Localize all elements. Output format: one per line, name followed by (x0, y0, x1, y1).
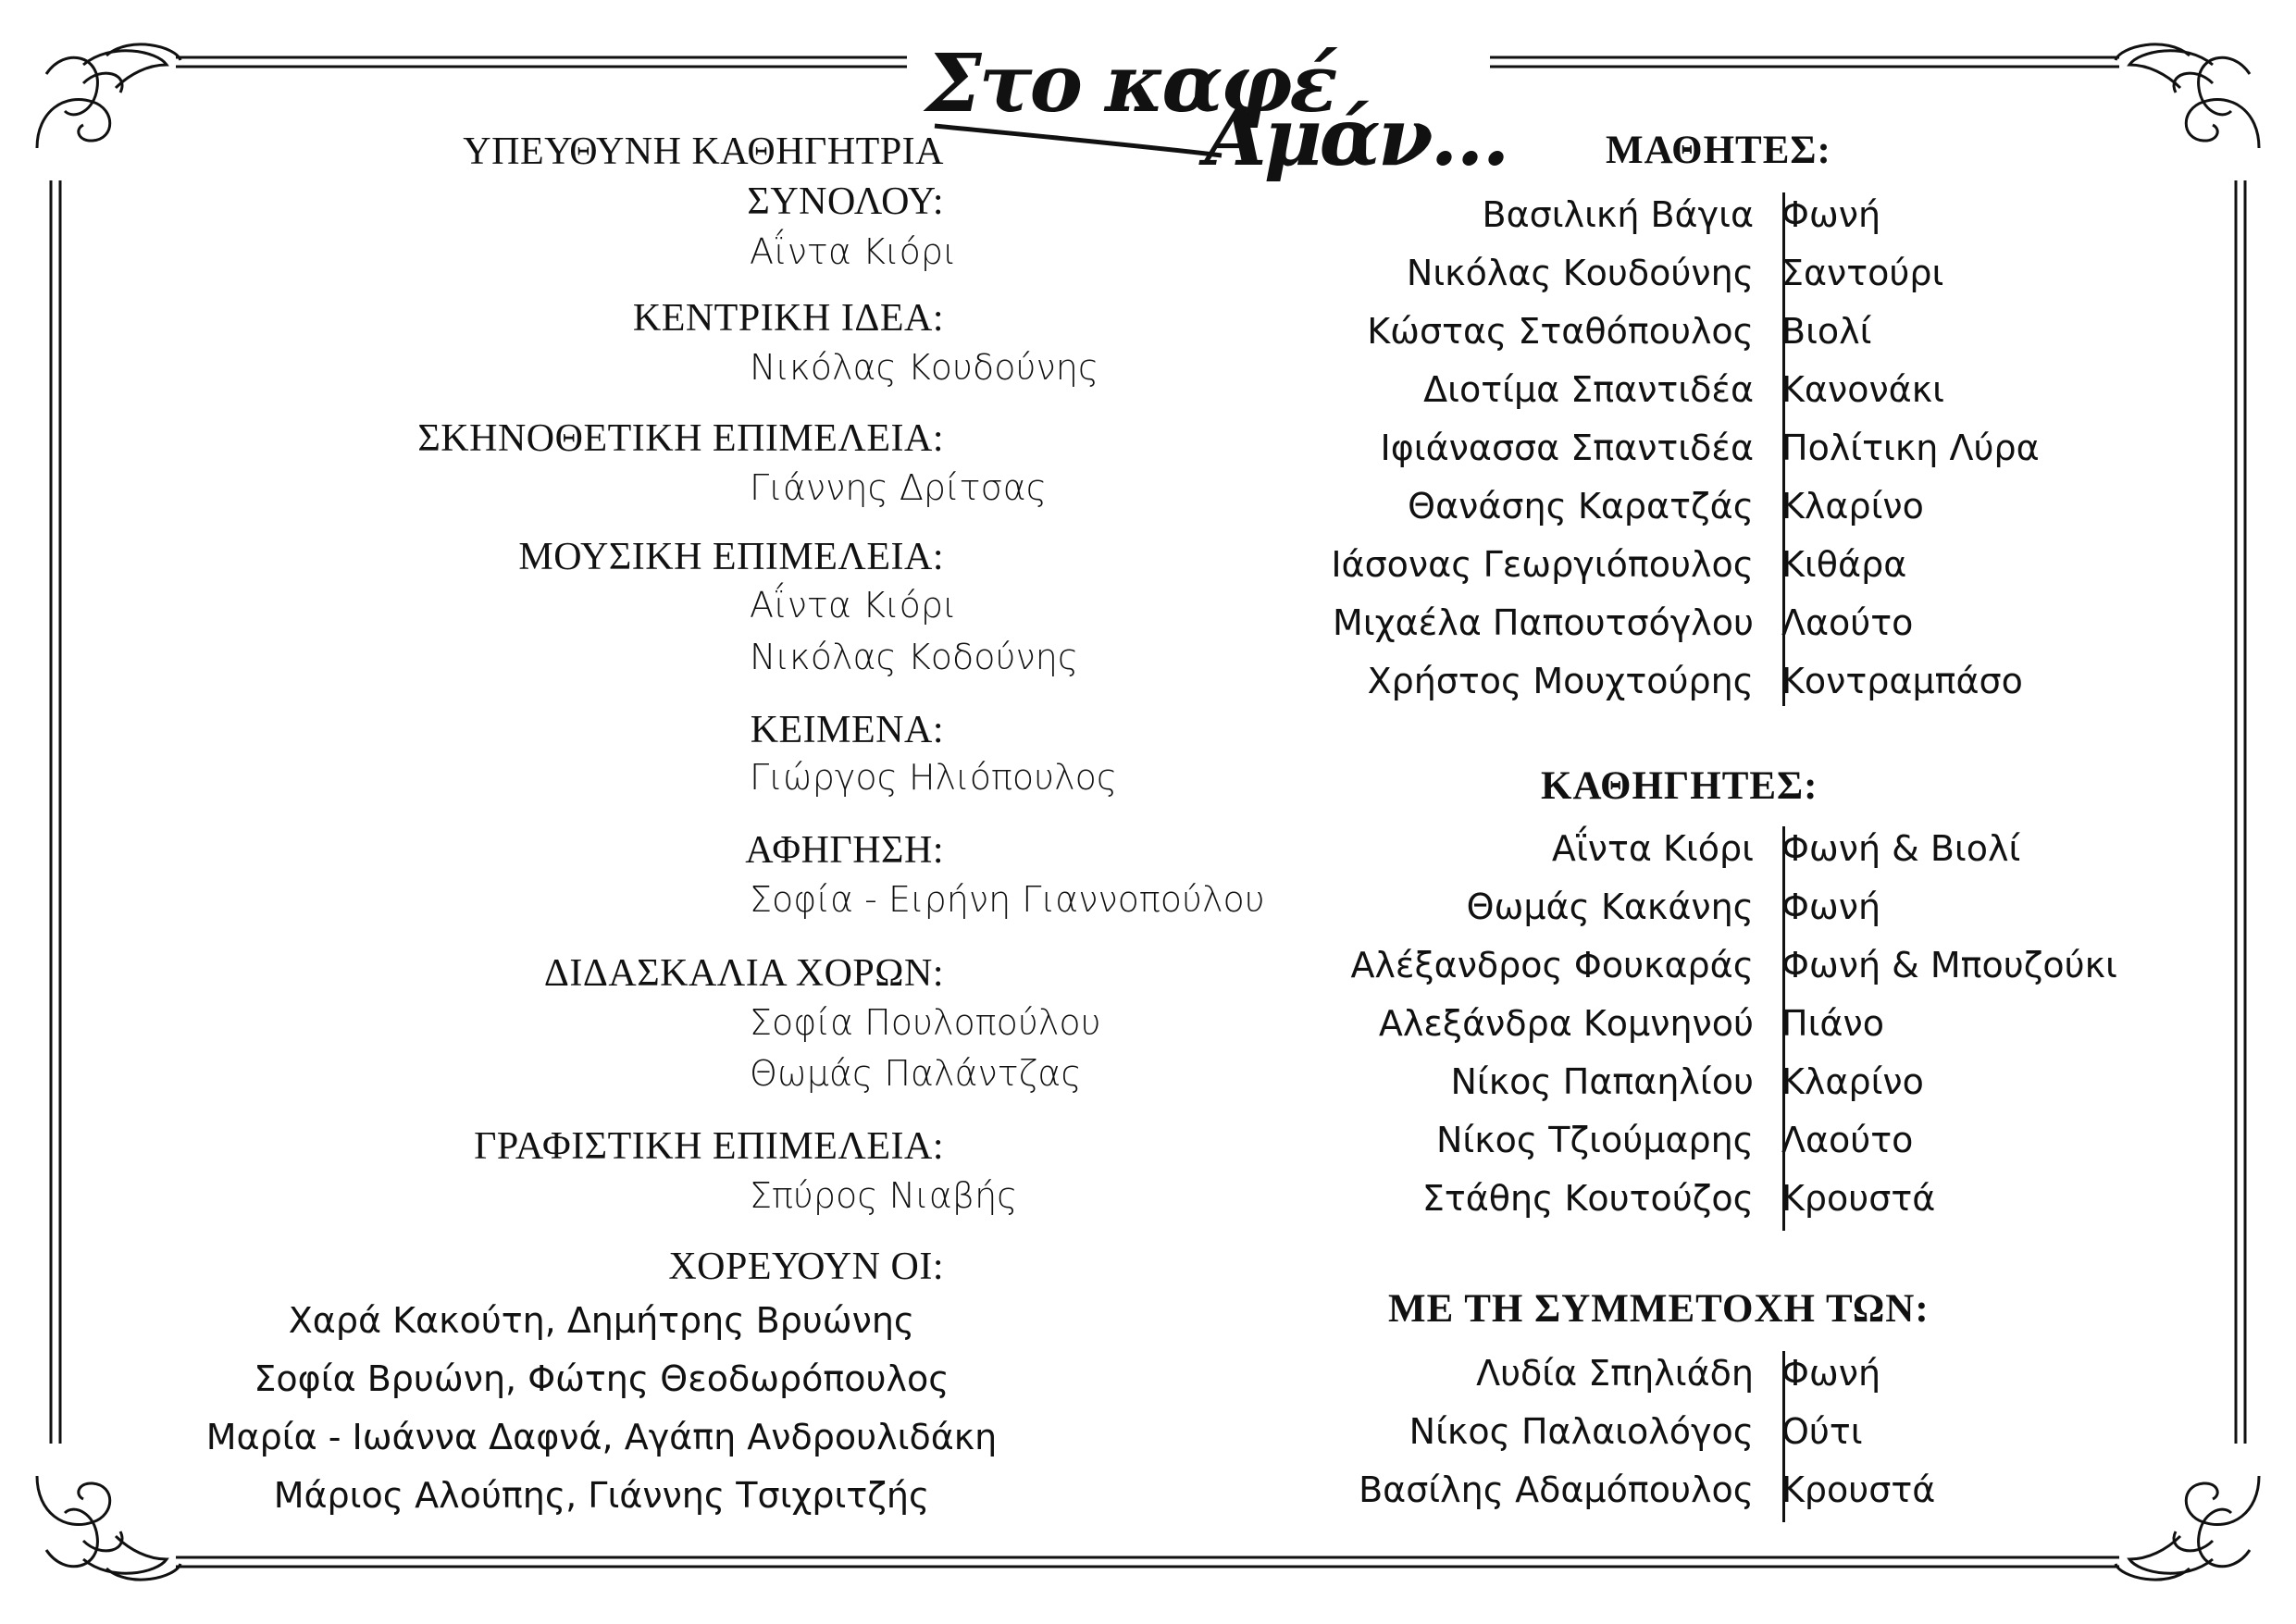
instrument-label: Κανονάκι (1781, 369, 1944, 410)
person-name: Βασίλης Αδαμόπουλος (1359, 1469, 1754, 1510)
credit-name: Σοφία - Ειρήνη Γιαννοπούλου (750, 879, 1265, 920)
teachers-row (1397, 886, 2230, 944)
person-name: Ιάσονας Γεωργιόπουλος (1331, 544, 1754, 585)
credit-role: ΥΠΕΥΘΥΝΗ ΚΑΘΗΓΗΤΡΙΑ (463, 130, 944, 173)
dancers-line: Μάριος Αλούπης, Γιάννης Τσιχριτζής (273, 1475, 930, 1516)
teachers-row (1397, 1061, 2230, 1119)
credit-role: ΚΕΙΜΕΝΑ: (750, 709, 944, 751)
instrument-label: Κρουστά (1781, 1178, 1936, 1219)
teachers-row (1397, 1178, 2230, 1235)
credit-role: ΣΚΗΝΟΘΕΤΙΚΗ ΕΠΙΜΕΛΕΙΑ: (417, 417, 944, 460)
instrument-label: Φωνή (1781, 194, 1881, 235)
corner-ornament-icon (28, 1448, 185, 1587)
credit-name: Γιώργος Ηλιόπουλος (750, 757, 1118, 798)
credit-name: Σοφία Πουλοπούλου (750, 1002, 1101, 1043)
participants-row (1397, 1353, 2230, 1410)
instrument-label: Σαντούρι (1781, 253, 1944, 293)
instrument-label: Κοντραμπάσο (1781, 661, 2023, 701)
students-row (1380, 428, 2230, 485)
person-name: Θωμάς Κακάνης (1466, 886, 1754, 927)
credit-role: ΣΥΝΟΛΟΥ: (747, 180, 944, 223)
credit-name: Γιάννης Δρίτσας (750, 467, 1047, 508)
students-row (1397, 194, 2230, 252)
person-name: Νίκος Παλαιολόγος (1409, 1411, 1754, 1452)
person-name: Αΐντα Κιόρι (1551, 828, 1754, 869)
participants-row (1397, 1411, 2230, 1469)
teachers-row (1397, 828, 2230, 886)
person-name: Χρήστος Μουχτούρης (1367, 661, 1754, 701)
teachers-row (1378, 1003, 2230, 1060)
person-name: Κώστας Σταθόπουλος (1367, 311, 1754, 352)
title-line-2: Αμάν… (1205, 91, 1508, 184)
instrument-label: Φωνή (1781, 886, 1881, 927)
instrument-label: Κρουστά (1781, 1469, 1936, 1510)
corner-ornament-icon (2111, 37, 2268, 176)
credit-name: Νικόλας Κουδούνης (750, 347, 1099, 388)
dancers-line: Μαρία - Ιωάννα Δαφνά, Αγάπη Ανδρουλιδάκη (205, 1417, 998, 1457)
person-name: Νίκος Τζιούμαρης (1435, 1120, 1754, 1160)
dancers-role: ΧΟΡΕΥΟΥΝ ΟΙ: (668, 1246, 944, 1288)
teachers-row (1350, 945, 2230, 1002)
instrument-label: Κλαρίνο (1781, 486, 1924, 527)
instrument-label: Πολίτικη Λύρα (1781, 428, 2040, 468)
title-line-1: Στο καφέ (925, 37, 1335, 130)
person-name: Λυδία Σπηλιάδη (1476, 1353, 1754, 1394)
person-name: Στάθης Κουτούζος (1421, 1178, 1754, 1219)
students-row (1331, 544, 2230, 601)
credit-name: Αΐντα Κιόρι (750, 231, 957, 272)
credit-name: Αΐντα Κιόρι (750, 585, 957, 626)
teachers-row (1397, 1120, 2230, 1177)
participants-title: ΜΕ ΤΗ ΣΥΜΜΕΤΟΧΗ ΤΩΝ: (1388, 1287, 1930, 1331)
participants-row (1359, 1469, 2230, 1527)
students-row (1397, 486, 2230, 543)
instrument-label: Φωνή (1781, 1353, 1881, 1394)
dancers-line: Χαρά Κακούτη, Δημήτρης Βρυώνης (288, 1300, 915, 1341)
instrument-label: Φωνή & Μπουζούκι (1781, 945, 2117, 986)
person-name: Νίκος Παπαηλίου (1450, 1061, 1754, 1102)
credit-name: Θωμάς Παλάντζας (750, 1053, 1082, 1094)
person-name: Αλέξανδρος Φουκαράς (1350, 945, 1754, 986)
teachers-title: ΚΑΘΗΓΗΤΕΣ: (1541, 764, 1818, 808)
instrument-label: Ούτι (1781, 1411, 1863, 1452)
instrument-label: Λαούτο (1781, 1120, 1914, 1160)
credit-role: ΜΟΥΣΙΚΗ ΕΠΙΜΕΛΕΙΑ: (518, 536, 944, 578)
students-row (1397, 253, 2230, 310)
students-row (1333, 602, 2230, 660)
credit-role: ΓΡΑΦΙΣΤΙΚΗ ΕΠΙΜΕΛΕΙΑ: (474, 1125, 944, 1168)
person-name: Μιχαέλα Παπουτσόγλου (1333, 602, 1754, 643)
title-logo (916, 26, 1508, 184)
dancers-line: Σοφία Βρυώνη, Φώτης Θεοδωρόπουλος (254, 1358, 949, 1399)
instrument-label: Βιολί (1781, 311, 1872, 352)
instrument-label: Κιθάρα (1781, 544, 1907, 585)
person-name: Βασιλική Βάγια (1482, 194, 1754, 235)
credit-role: ΔΙΔΑΣΚΑΛΙΑ ΧΟΡΩΝ: (543, 952, 944, 995)
students-row (1397, 369, 2230, 427)
instrument-label: Πιάνο (1781, 1003, 1884, 1044)
person-name: Ιφιάνασσα Σπαντιδέα (1380, 428, 1754, 468)
person-name: Νικόλας Κουδούνης (1406, 253, 1754, 293)
corner-ornament-icon (28, 37, 185, 176)
person-name: Θανάσης Καρατζάς (1408, 486, 1754, 527)
students-title: ΜΑΘΗΤΕΣ: (1606, 129, 1831, 172)
person-name: Διοτίμα Σπαντιδέα (1423, 369, 1754, 410)
instrument-label: Λαούτο (1781, 602, 1914, 643)
person-name: Αλεξάνδρα Κομνηνού (1378, 1003, 1754, 1044)
instrument-label: Κλαρίνο (1781, 1061, 1924, 1102)
students-row (1367, 661, 2230, 718)
credit-role: ΑΦΗΓΗΣΗ: (745, 829, 944, 872)
credit-name: Νικόλας Κοδούνης (750, 637, 1079, 677)
credit-role: ΚΕΝΤΡΙΚΗ ΙΔΕΑ: (632, 297, 944, 340)
students-row (1367, 311, 2230, 368)
credit-name: Σπύρος Νιαβής (750, 1175, 1018, 1216)
instrument-label: Φωνή & Βιολί (1781, 828, 2021, 869)
